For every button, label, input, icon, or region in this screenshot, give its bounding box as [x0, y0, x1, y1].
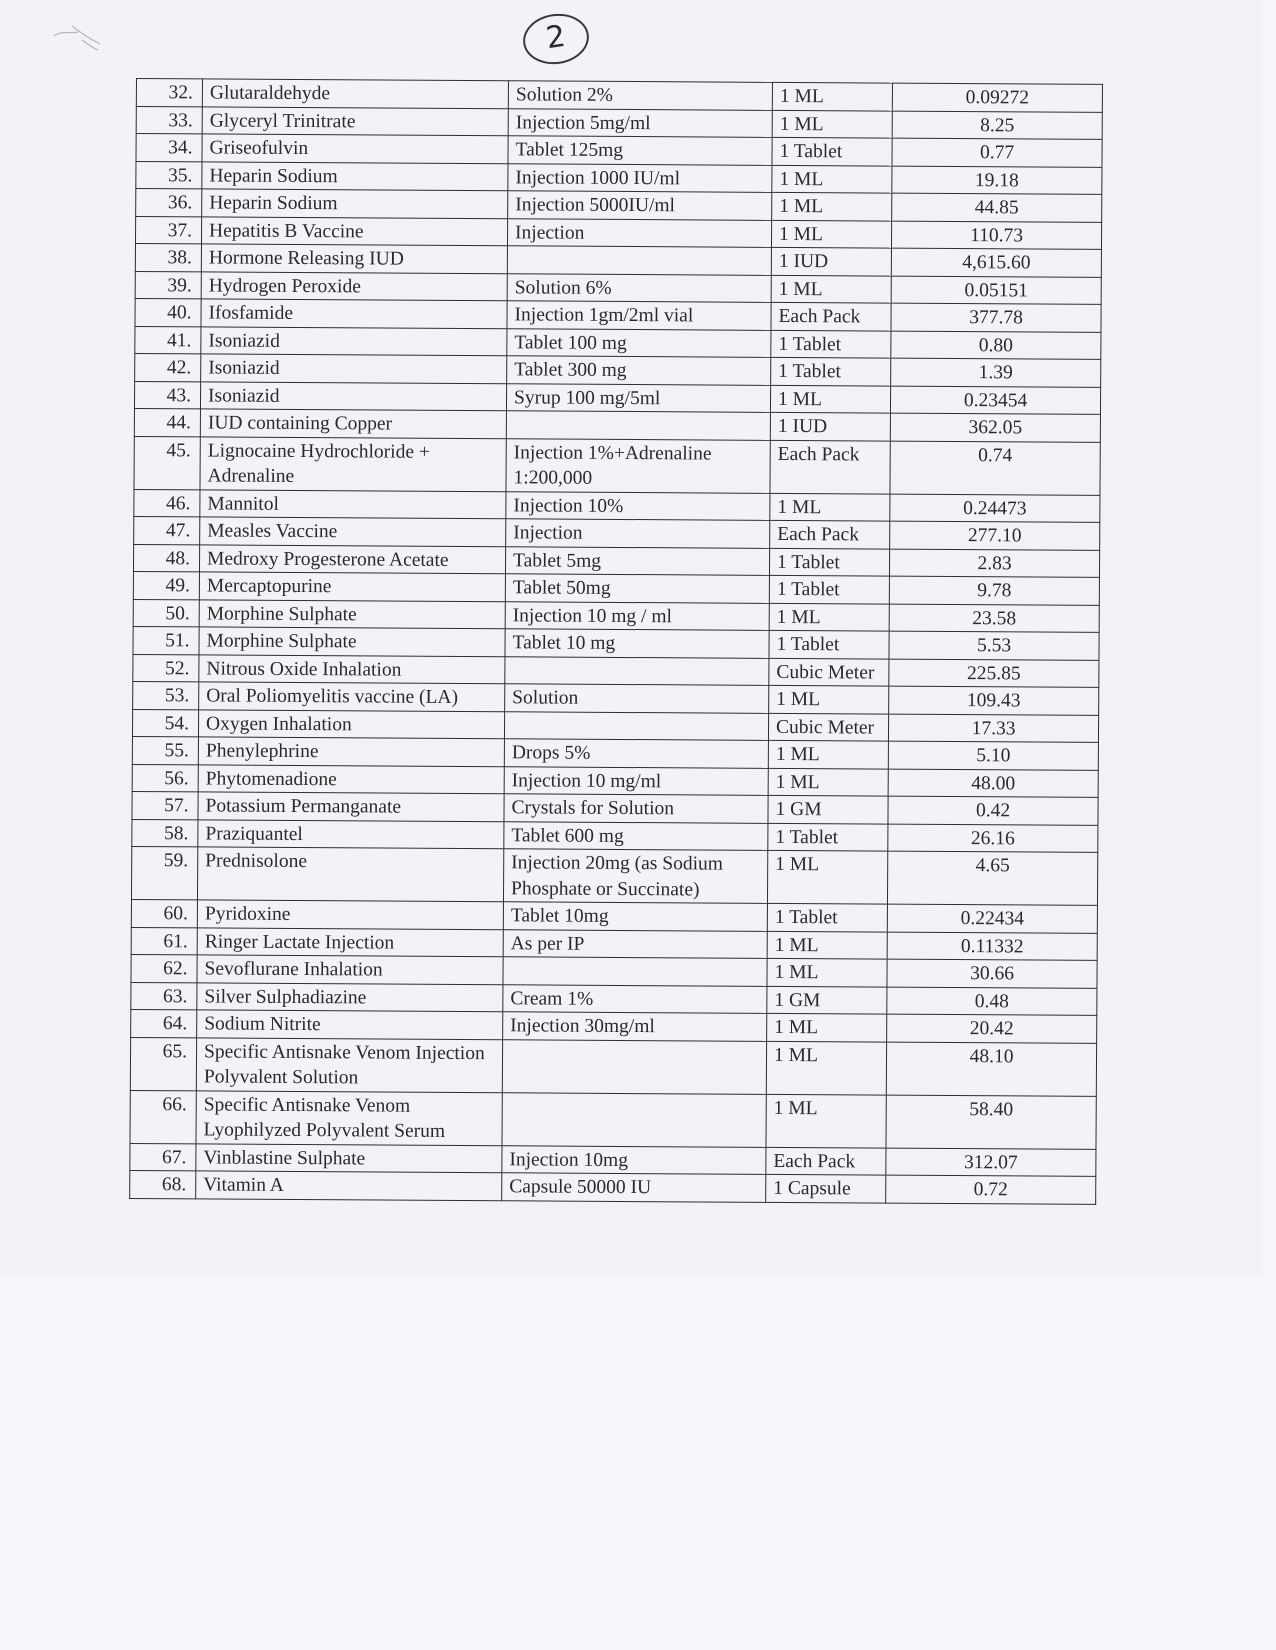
price-cell: 1.39	[891, 358, 1101, 387]
unit-cell: Each Pack	[771, 302, 891, 330]
price-cell: 19.18	[892, 166, 1102, 195]
drug-name-cell: Glutaraldehyde	[202, 79, 508, 108]
dosage-form-cell: Tablet 125mg	[508, 136, 772, 165]
unit-cell: Each Pack	[770, 440, 890, 494]
price-cell: 0.80	[891, 331, 1101, 360]
price-cell: 5.53	[889, 631, 1099, 660]
drug-name-cell: Mercaptopurine	[199, 572, 505, 601]
unit-cell: 1 Tablet	[767, 903, 887, 931]
table-row	[134, 436, 1100, 495]
unit-cell: 1 ML	[770, 493, 890, 521]
drug-name-cell: Vinblastine Sulphate	[196, 1143, 502, 1172]
price-cell: 2.83	[889, 549, 1099, 578]
drug-name-cell: Hepatitis B Vaccine	[201, 216, 507, 245]
dosage-form-cell	[507, 246, 771, 275]
serial-number-cell: 52.	[133, 654, 199, 682]
serial-number-cell: 49.	[133, 571, 199, 599]
drug-name-cell: Ringer Lactate Injection	[197, 927, 503, 956]
price-cell: 225.85	[889, 659, 1099, 688]
unit-cell: 1 Tablet	[769, 575, 889, 603]
unit-cell: 1 Capsule	[766, 1174, 886, 1202]
drug-name-cell: Heparin Sodium	[202, 189, 508, 218]
price-cell: 4,615.60	[891, 248, 1101, 277]
table-row	[130, 1170, 1096, 1203]
dosage-form-cell: Syrup 100 mg/5ml	[506, 383, 770, 412]
drug-name-cell: Vitamin A	[196, 1171, 502, 1200]
serial-number-cell: 46.	[134, 489, 200, 517]
price-cell: 0.09272	[892, 83, 1102, 112]
table-row	[130, 1090, 1096, 1149]
serial-number-cell: 38.	[135, 243, 201, 271]
unit-cell: 1 ML	[772, 165, 892, 193]
drug-name-cell: Silver Sulphadiazine	[197, 982, 503, 1011]
serial-number-cell: 67.	[130, 1143, 196, 1171]
unit-cell: 1 ML	[766, 1041, 886, 1095]
drug-name-cell: Measles Vaccine	[200, 517, 506, 546]
unit-cell: 1 Tablet	[771, 357, 891, 385]
serial-number-cell: 62.	[131, 954, 197, 982]
drug-name-cell: Mannitol	[200, 489, 506, 518]
dosage-form-cell: Solution	[505, 684, 769, 713]
dosage-form-cell: Injection 20mg (as Sodium Phosphate or Succinate)	[503, 849, 767, 904]
serial-number-cell: 35.	[136, 161, 202, 189]
price-cell: 277.10	[890, 521, 1100, 550]
unit-cell: Each Pack	[770, 520, 890, 548]
dosage-form-cell: Crystals for Solution	[504, 794, 768, 823]
drug-name-cell: Glyceryl Trinitrate	[202, 106, 508, 135]
price-cell: 0.42	[888, 796, 1098, 825]
unit-cell: 1 ML	[772, 110, 892, 138]
dosage-form-cell: Cream 1%	[503, 984, 767, 1013]
dosage-form-cell: Tablet 100 mg	[507, 328, 771, 357]
dosage-form-cell: Injection	[507, 218, 771, 247]
drug-name-cell: Pyridoxine	[197, 900, 503, 929]
unit-cell: 1 ML	[772, 192, 892, 220]
unit-cell: 1 ML	[768, 740, 888, 768]
unit-cell: 1 ML	[771, 220, 891, 248]
serial-number-cell: 41.	[135, 326, 201, 354]
dosage-form-cell: Injection 1000 IU/ml	[508, 163, 772, 192]
price-cell: 377.78	[891, 303, 1101, 332]
unit-cell: Cubic Meter	[769, 658, 889, 686]
serial-number-cell: 39.	[135, 271, 201, 299]
serial-number-cell: 40.	[135, 298, 201, 326]
price-cell: 44.85	[892, 193, 1102, 222]
table-body	[130, 79, 1103, 1204]
price-cell: 0.22434	[887, 904, 1097, 933]
dosage-form-cell: Injection 10 mg/ml	[504, 766, 768, 795]
dosage-form-cell: Tablet 10 mg	[505, 629, 769, 658]
drug-name-cell: Hormone Releasing IUD	[201, 244, 507, 273]
serial-number-cell: 59.	[131, 846, 197, 899]
drug-name-cell: IUD containing Copper	[200, 409, 506, 438]
drug-name-cell: Isoniazid	[201, 326, 507, 355]
price-cell: 312.07	[886, 1148, 1096, 1177]
price-cell: 8.25	[892, 111, 1102, 140]
price-cell: 109.43	[889, 686, 1099, 715]
drug-name-cell: Lignocaine Hydrochloride + Adrenaline	[200, 436, 506, 491]
unit-cell: Each Pack	[766, 1147, 886, 1175]
drug-name-cell: Praziquantel	[198, 819, 504, 848]
serial-number-cell: 57.	[132, 791, 198, 819]
drug-name-cell: Griseofulvin	[202, 134, 508, 163]
table-row	[131, 846, 1097, 905]
unit-cell: 1 ML	[768, 768, 888, 796]
price-cell: 0.24473	[890, 494, 1100, 523]
drug-name-cell: Nitrous Oxide Inhalation	[199, 654, 505, 683]
unit-cell: 1 ML	[769, 685, 889, 713]
serial-number-cell: 45.	[134, 436, 200, 489]
drug-name-cell: Heparin Sodium	[202, 161, 508, 190]
price-cell: 4.65	[887, 851, 1097, 905]
dosage-form-cell: Tablet 5mg	[505, 546, 769, 575]
price-cell: 0.05151	[891, 276, 1101, 305]
drug-name-cell: Isoniazid	[201, 354, 507, 383]
unit-cell: 1 IUD	[770, 412, 890, 440]
price-cell: 0.74	[890, 441, 1100, 495]
price-cell: 30.66	[887, 959, 1097, 988]
unit-cell: 1 ML	[770, 385, 890, 413]
price-cell: 23.58	[889, 604, 1099, 633]
serial-number-cell: 33.	[136, 106, 202, 134]
unit-cell: 1 Tablet	[771, 330, 891, 358]
unit-cell: 1 Tablet	[768, 823, 888, 851]
serial-number-cell: 55.	[132, 736, 198, 764]
serial-number-cell: 65.	[130, 1037, 196, 1090]
serial-number-cell: 66.	[130, 1090, 196, 1143]
dosage-form-cell	[504, 711, 768, 740]
drug-name-cell: Phenylephrine	[198, 737, 504, 766]
price-cell: 0.48	[887, 987, 1097, 1016]
drug-name-cell: Sevoflurane Inhalation	[197, 955, 503, 984]
drug-name-cell: Ifosfamide	[201, 299, 507, 328]
price-cell: 9.78	[889, 576, 1099, 605]
dosage-form-cell: Tablet 10mg	[503, 902, 767, 931]
price-cell: 58.40	[886, 1095, 1096, 1149]
serial-number-cell: 36.	[136, 189, 202, 217]
drug-name-cell: Phytomenadione	[198, 764, 504, 793]
drug-name-cell: Morphine Sulphate	[199, 599, 505, 628]
dosage-form-cell: Injection 10 mg / ml	[505, 601, 769, 630]
serial-number-cell: 61.	[131, 927, 197, 955]
dosage-form-cell: Solution 6%	[507, 273, 771, 302]
price-cell: 5.10	[888, 741, 1098, 770]
dosage-form-cell: Injection 1%+Adrenaline 1:200,000	[506, 438, 770, 493]
table-row	[130, 1037, 1096, 1096]
serial-number-cell: 42.	[135, 353, 201, 381]
dosage-form-cell: Drops 5%	[504, 739, 768, 768]
unit-cell: 1 ML	[767, 1013, 887, 1041]
price-cell: 362.05	[890, 413, 1100, 442]
unit-cell: 1 Tablet	[772, 137, 892, 165]
price-cell: 20.42	[887, 1014, 1097, 1043]
drug-price-table	[129, 78, 1103, 1204]
dosage-form-cell: Tablet 600 mg	[504, 821, 768, 850]
serial-number-cell: 43.	[134, 381, 200, 409]
drug-name-cell: Sodium Nitrite	[197, 1010, 503, 1039]
price-cell: 110.73	[891, 221, 1101, 250]
unit-cell: 1 ML	[767, 931, 887, 959]
serial-number-cell: 64.	[131, 1009, 197, 1037]
dosage-form-cell: Solution 2%	[508, 81, 772, 110]
dosage-form-cell	[503, 957, 767, 986]
drug-name-cell: Oxygen Inhalation	[198, 709, 504, 738]
drug-name-cell: Medroxy Progesterone Acetate	[199, 544, 505, 573]
unit-cell: 1 ML	[772, 82, 892, 110]
dosage-form-cell: Injection 5000IU/ml	[508, 191, 772, 220]
drug-name-cell: Specific Antisnake Venom Injection Polyvalent Solution	[196, 1037, 502, 1092]
dosage-form-cell: Injection 1gm/2ml vial	[507, 301, 771, 330]
unit-cell: 1 IUD	[771, 247, 891, 275]
serial-number-cell: 68.	[130, 1170, 196, 1198]
unit-cell: 1 Tablet	[769, 630, 889, 658]
price-cell: 26.16	[888, 824, 1098, 853]
unit-cell: 1 ML	[767, 958, 887, 986]
dosage-form-cell: Injection 10mg	[502, 1145, 766, 1174]
price-cell: 48.00	[888, 769, 1098, 798]
drug-name-cell: Hydrogen Peroxide	[201, 271, 507, 300]
unit-cell: 1 GM	[768, 795, 888, 823]
unit-cell: 1 ML	[767, 850, 887, 904]
dosage-form-cell: Injection	[506, 519, 770, 548]
unit-cell: 1 GM	[767, 986, 887, 1014]
serial-number-cell: 53.	[133, 681, 199, 709]
serial-number-cell: 34.	[136, 134, 202, 162]
serial-number-cell: 44.	[134, 408, 200, 436]
drug-name-cell: Isoniazid	[200, 381, 506, 410]
dosage-form-cell	[502, 1039, 766, 1094]
drug-name-cell: Potassium Permanganate	[198, 792, 504, 821]
price-cell: 48.10	[886, 1042, 1096, 1096]
price-cell: 0.11332	[887, 932, 1097, 961]
serial-number-cell: 48.	[133, 544, 199, 572]
dosage-form-cell: As per IP	[503, 929, 767, 958]
price-cell: 0.72	[886, 1175, 1096, 1204]
serial-number-cell: 63.	[131, 982, 197, 1010]
dosage-form-cell: Tablet 300 mg	[507, 356, 771, 385]
drug-name-cell: Prednisolone	[197, 847, 503, 902]
drug-name-cell: Specific Antisnake Venom Lyophilyzed Polyvalent Serum	[196, 1090, 502, 1145]
unit-cell: 1 ML	[771, 275, 891, 303]
price-cell: 0.23454	[890, 386, 1100, 415]
dosage-form-cell	[505, 656, 769, 685]
price-cell: 17.33	[888, 714, 1098, 743]
dosage-form-cell: Injection 30mg/ml	[503, 1012, 767, 1041]
serial-number-cell: 47.	[134, 516, 200, 544]
serial-number-cell: 50.	[133, 599, 199, 627]
unit-cell: 1 Tablet	[769, 548, 889, 576]
handwritten-page-number: 2	[520, 10, 592, 69]
serial-number-cell: 54.	[132, 709, 198, 737]
serial-number-cell: 37.	[135, 216, 201, 244]
unit-cell: 1 ML	[769, 603, 889, 631]
price-cell: 0.77	[892, 138, 1102, 167]
unit-cell: 1 ML	[766, 1094, 886, 1148]
dosage-form-cell: Tablet 50mg	[505, 574, 769, 603]
dosage-form-cell	[506, 411, 770, 440]
dosage-form-cell: Injection 10%	[506, 491, 770, 520]
dosage-form-cell	[502, 1092, 766, 1147]
serial-number-cell: 60.	[131, 899, 197, 927]
drug-name-cell: Oral Poliomyelitis vaccine (LA)	[199, 682, 505, 711]
serial-number-cell: 56.	[132, 764, 198, 792]
corner-scribble	[52, 22, 104, 52]
unit-cell: Cubic Meter	[768, 713, 888, 741]
serial-number-cell: 58.	[132, 819, 198, 847]
dosage-form-cell: Injection 5mg/ml	[508, 108, 772, 137]
drug-name-cell: Morphine Sulphate	[199, 627, 505, 656]
dosage-form-cell: Capsule 50000 IU	[502, 1173, 766, 1202]
serial-number-cell: 32.	[136, 79, 202, 107]
serial-number-cell: 51.	[133, 626, 199, 654]
